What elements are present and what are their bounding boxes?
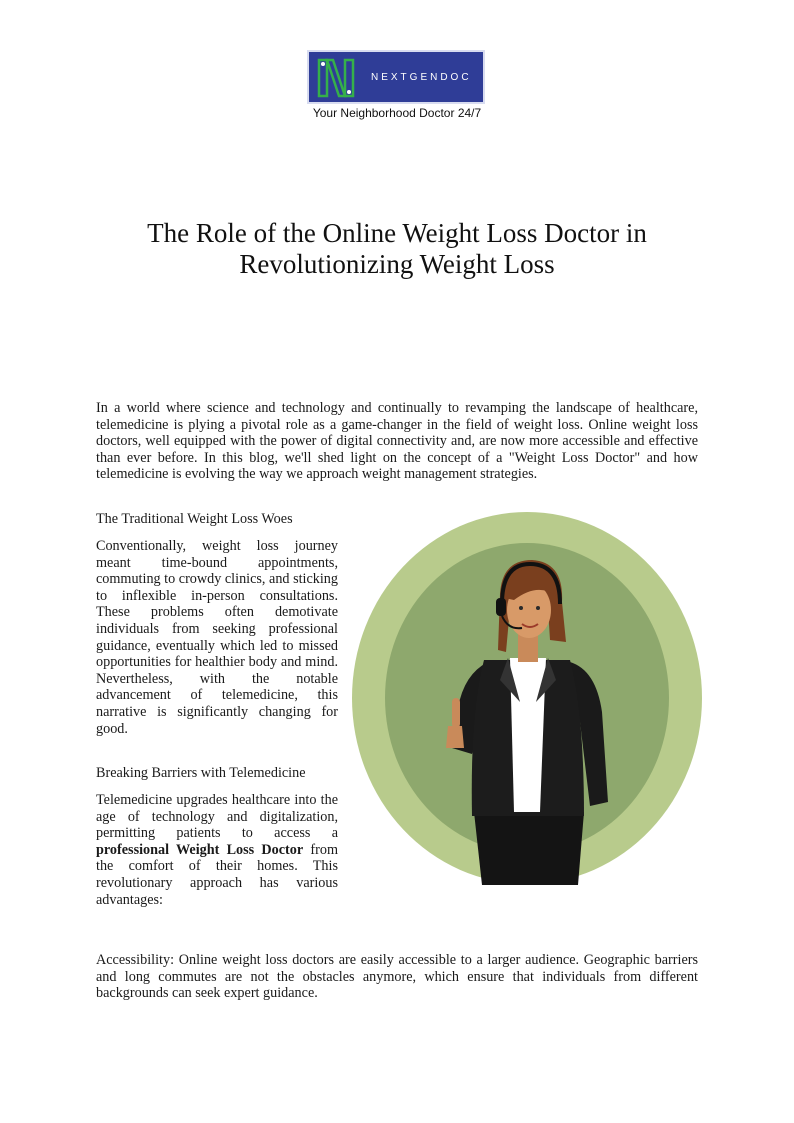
accessibility-paragraph: Accessibility: Online weight loss doctors are easily accessible to a larger audience. Geographic barriers and long commutes are not the obstacles anymore, which ensure that individuals from different backgrounds can seek expert guidance. bbox=[96, 952, 698, 1002]
page-title: The Role of the Online Weight Loss Doctor in Revolutionizing Weight Loss bbox=[147, 218, 647, 279]
bold-keyword-weight-loss-doctor: professional Weight Loss Doctor bbox=[96, 841, 304, 858]
intro-paragraph: In a world where science and technology and continually to revamping the landscape of healthcare, telemedicine is plying a pivotal role as a game-changer in the field of weight loss. Online weight loss doctors, well equipped with the power of digital connectivity and, are now more accessible and effective than ever before. In this blog, we'll shed light on the concept of a "Weight Loss Doctor" and how telemedicine is evolving the way we approach weight management strategies. bbox=[96, 400, 698, 483]
section-paragraph-telemedicine bbox=[96, 792, 338, 908]
brand-tagline: Your Neighborhood Doctor 24/7 bbox=[312, 106, 482, 120]
paragraph-text-end: from the comfort of their homes. This revolutionary approach has various advantages: bbox=[96, 841, 338, 908]
logo-n-mark-icon bbox=[315, 56, 357, 100]
section-heading-telemedicine: Breaking Barriers with Telemedicine bbox=[96, 765, 306, 781]
section-heading-traditional: The Traditional Weight Loss Woes bbox=[96, 511, 293, 527]
brand-logo bbox=[307, 50, 485, 104]
brand-name: NEXTGENDOC bbox=[371, 72, 472, 83]
section-paragraph-traditional: Conventionally, weight loss journey meant time-bound appointments, commuting to crowdy clinics, and sticking to inflexible in-person consultations. These problems often demotivate individuals from seeking professional guidance, eventually which led to missed opportunities for healthier body and mind. Nevertheless, with the notable advancement of telemedicine, this narrative is significantly changing for good. bbox=[96, 538, 338, 737]
paragraph-text: Telemedicine upgrades healthcare into the age of technology and digitalization, permitting patients to access a bbox=[96, 792, 338, 842]
doctor-with-headset-illustration bbox=[352, 512, 702, 885]
